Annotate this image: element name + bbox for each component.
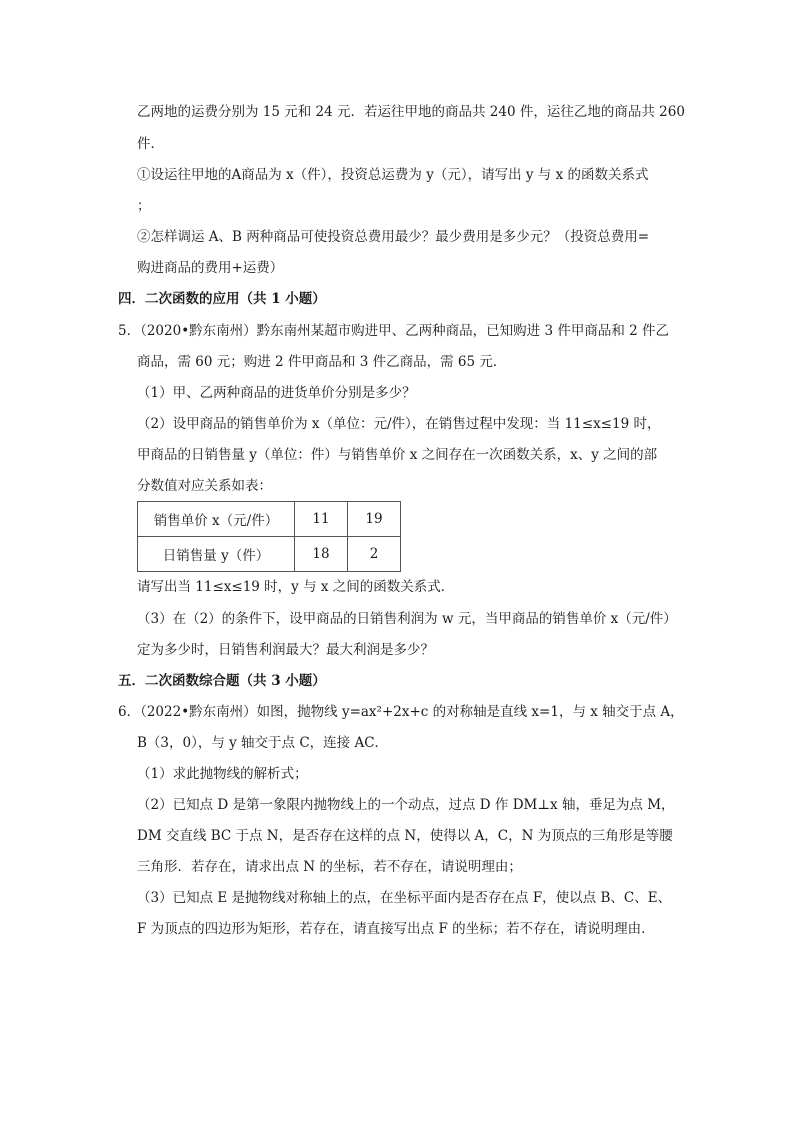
table-cell: 19	[348, 502, 401, 537]
text-line: （3）在（2）的条件下，设甲商品的日销售利润为 w 元，当甲商品的销售单价 x（元/件）	[137, 611, 677, 627]
text-line: （2）已知点 D 是第一象限内抛物线上的一个动点，过点 D 作 DM⊥x 轴，垂足为点 M，	[137, 797, 675, 813]
text-line: ①设运往甲地的A商品为 x（件），投资总运费为 y（元），请写出 y 与 x 的函数关系式	[137, 167, 649, 183]
section-heading: 四．二次函数的应用（共 1 小题）	[118, 291, 326, 307]
text-line: 购进商品的费用+运费）	[137, 260, 284, 276]
text-line: B（3，0），与 y 轴交于点 C，连接 AC．	[137, 735, 389, 751]
text-line: 商品，需 60 元；购进 2 件甲商品和 3 件乙商品，需 65 元．	[137, 354, 507, 370]
section-heading: 五．二次函数综合题（共 3 小题）	[118, 673, 326, 689]
table-cell: 销售单价 x（元/件）	[138, 502, 295, 537]
table-row	[138, 502, 401, 537]
text-line: 甲商品的日销售量 y（单位：件）与销售单价 x 之间存在一次函数关系，x、y 之间的部	[137, 447, 658, 463]
text-line: 乙两地的运费分别为 15 元和 24 元．若运往甲地的商品共 240 件，运往乙地的商品共 260	[137, 104, 685, 120]
table-cell: 日销售量 y（件）	[138, 537, 295, 572]
text-line: （3）已知点 E 是抛物线对称轴上的点，在坐标平面内是否存在点 F，使以点 B、C、E、	[137, 890, 672, 906]
table-cell: 18	[295, 537, 348, 572]
text-line: （1）甲、乙两种商品的进货单价分别是多少？	[137, 385, 416, 401]
text-line: ②怎样调运 A、B 两种商品可使投资总费用最少？最少费用是多少元？（投资总费用=	[137, 229, 650, 245]
text-line: 三角形．若存在，请求出点 N 的坐标，若不存在，请说明理由；	[137, 859, 522, 875]
text-line: F 为顶点的四边形为矩形，若存在，请直接写出点 F 的坐标；若不存在，请说明理由．	[137, 921, 655, 937]
value-table	[137, 501, 401, 572]
text-line: 分数值对应关系如表：	[137, 478, 272, 494]
text-line: DM 交直线 BC 于点 N，是否存在这样的点 N，使得以 A，C，N 为顶点的三角形是等腰	[137, 828, 673, 844]
text-line: 件．	[137, 136, 164, 152]
text-line: 请写出当 11≤x≤19 时，y 与 x 之间的函数关系式．	[137, 579, 455, 595]
text-line: （2）设甲商品的销售单价为 x（单位：元/件），在销售过程中发现：当 11≤x≤19 时，	[137, 416, 661, 432]
table-cell: 11	[295, 502, 348, 537]
text-line: ；	[137, 198, 151, 214]
question-5-stem: 5．（2020•黔东南州）黔东南州某超市购进甲、乙两种商品，已知购进 3 件甲商品和 2 件乙	[118, 323, 670, 339]
table-cell: 2	[348, 537, 401, 572]
text-line: 定为多少时，日销售利润最大？最大利润是多少？	[137, 642, 434, 658]
table-row	[138, 537, 401, 572]
question-6-stem: 6．（2022•黔东南州）如图，抛物线 y=ax²+2x+c 的对称轴是直线 x=1，与 x 轴交于点 A，	[118, 704, 684, 720]
text-line: （1）求此抛物线的解析式；	[137, 766, 308, 782]
